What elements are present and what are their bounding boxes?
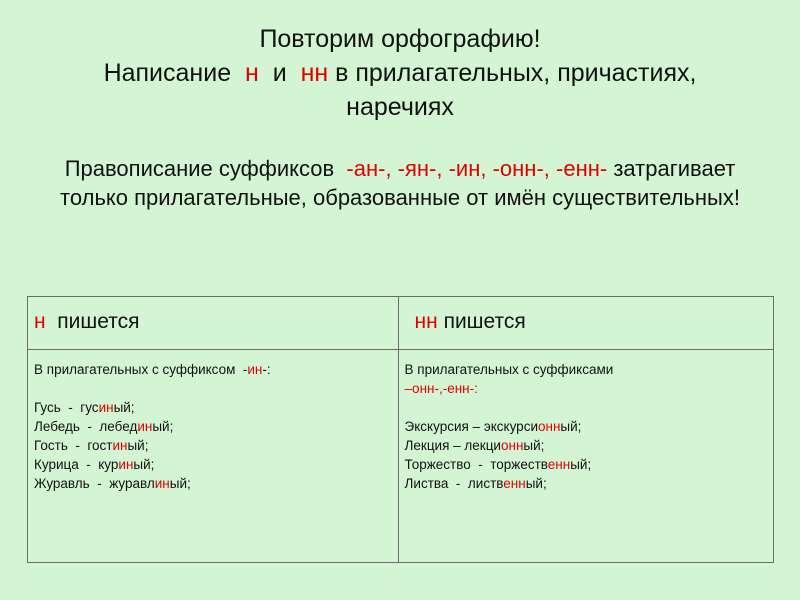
list-item: [405, 417, 767, 436]
title-line-1: Повторим орфографию!: [259, 25, 541, 53]
title-n: н: [245, 59, 259, 87]
word-suffix: ин: [118, 457, 134, 472]
word-stem: Экскурсия – экскурси: [404, 419, 538, 434]
word-suffix: онн: [500, 438, 524, 453]
word-ending: ый;: [113, 400, 135, 415]
word-ending: ый;: [560, 419, 582, 434]
list-item: [34, 436, 392, 455]
word-suffix: ин: [137, 419, 153, 434]
header-nn-cell: [398, 297, 773, 350]
rule-intro: [40, 154, 760, 212]
intro-suffixes: -ан-, -ян-, -ин, -онн-, -енн-: [346, 156, 608, 181]
header-nn: нн: [414, 310, 438, 333]
list-item: [34, 474, 392, 493]
word-stem: Лебедь - лебед: [34, 419, 138, 434]
word-stem: Торжество - торжеств: [404, 457, 548, 472]
list-item: [34, 455, 392, 474]
word-suffix: енн: [503, 476, 526, 491]
header-nn-text: пишется: [437, 310, 526, 333]
word-stem: Журавль - журавл: [34, 476, 155, 491]
word-stem: Гусь - гус: [34, 400, 99, 415]
word-suffix: ин: [112, 438, 128, 453]
spacer: [34, 379, 392, 398]
title-line-3: наречиях: [346, 93, 454, 121]
word-ending: ый;: [570, 457, 592, 472]
title-text: Написание: [103, 59, 245, 87]
title-text-end: в прилагательных, причастиях,: [328, 59, 697, 87]
word-stem: Лекция – лекци: [404, 438, 501, 453]
spelling-rules-table: [27, 296, 774, 563]
word-ending: ый;: [152, 419, 174, 434]
word-ending: ый;: [127, 438, 149, 453]
word-ending: ый;: [525, 476, 547, 491]
word-stem: Листва - листв: [404, 476, 504, 491]
word-ending: ый;: [133, 457, 155, 472]
word-suffix: ин: [154, 476, 170, 491]
header-n-cell: [28, 297, 399, 350]
slide-title: [0, 22, 800, 124]
list-item: [34, 398, 392, 417]
table-header-row: [28, 297, 774, 350]
left-intro-suffix: ин: [247, 362, 263, 377]
left-intro-text: В прилагательных с суффиксом -: [34, 362, 248, 377]
word-ending: ый;: [523, 438, 545, 453]
right-examples-cell: [398, 350, 773, 563]
word-suffix: онн: [538, 419, 561, 434]
table-body-row: [28, 350, 774, 563]
list-item: [34, 417, 392, 436]
word-stem: Курица - кур: [34, 457, 119, 472]
word-suffix: енн: [547, 457, 571, 472]
word-stem: Гость - гост: [34, 438, 113, 453]
spacer: [405, 398, 767, 417]
list-item: [405, 436, 767, 455]
list-item: [405, 474, 767, 493]
word-suffix: ин: [98, 400, 114, 415]
right-intro: В прилагательных с суффиксами: [404, 362, 614, 377]
title-nn: нн: [300, 59, 329, 87]
title-line-2: [0, 56, 800, 90]
left-examples-cell: [28, 350, 399, 563]
intro-rest: затрагивает только прилагательные, образованные от имён существительных!: [60, 156, 740, 210]
intro-text: Правописание суффиксов: [64, 156, 347, 181]
left-intro: [34, 360, 392, 379]
left-intro-end: -:: [262, 362, 271, 377]
title-and: и: [258, 59, 301, 87]
header-n-text: пишется: [45, 310, 140, 333]
word-ending: ый;: [169, 476, 191, 491]
header-n: н: [34, 310, 46, 333]
list-item: [405, 455, 767, 474]
right-intro-suffixes: –онн-,-енн-:: [404, 381, 478, 396]
